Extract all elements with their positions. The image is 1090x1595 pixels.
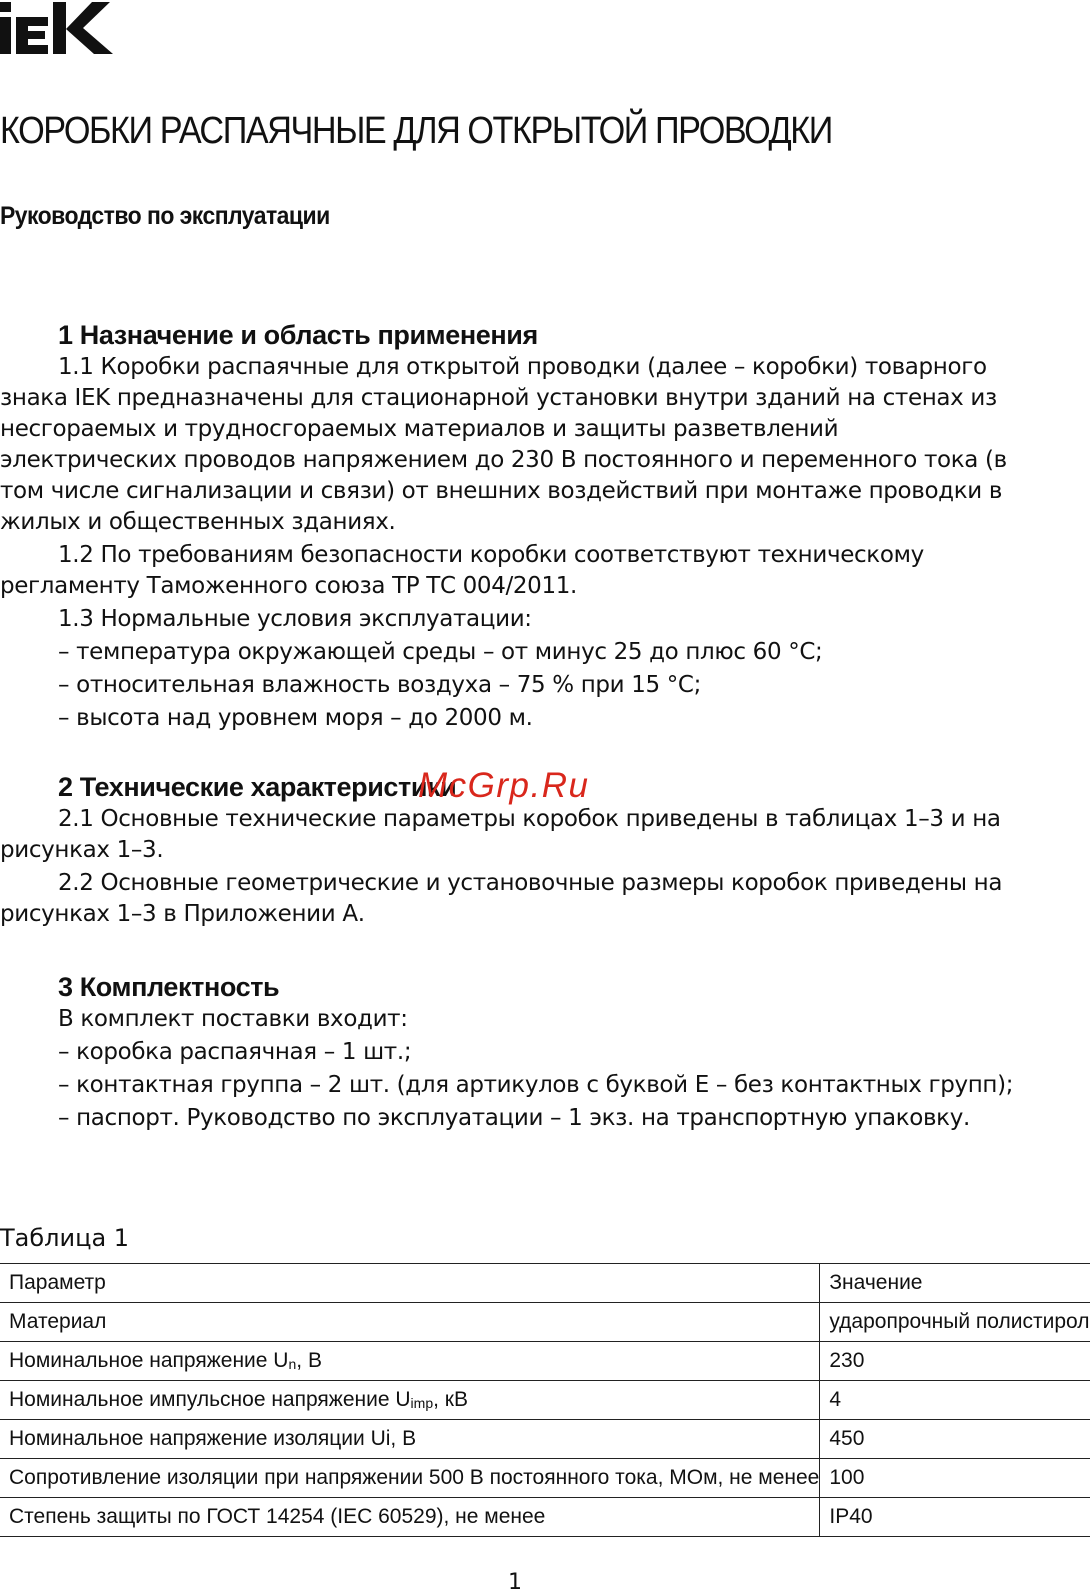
table-cell: 4 <box>820 1381 1090 1420</box>
param-unit: , кВ <box>433 1388 468 1411</box>
paragraph-1-2: 1.2 По требованиям безопасности коробки соответствуют техническому регламенту Таможенного союза ТР ТС 004/2011. <box>0 542 924 599</box>
table-cell: IP40 <box>820 1498 1090 1537</box>
paragraph-1-3: 1.3 Нормальные условия эксплуатации: <box>58 606 532 632</box>
table-row <box>0 1381 1090 1420</box>
table-row <box>0 1342 1090 1381</box>
table-header-cell: Значение <box>820 1264 1090 1303</box>
param-subscript: imp <box>410 1395 434 1411</box>
param-text: Номинальное напряжение U <box>9 1349 289 1372</box>
condition-humidity: – относительная влажность воздуха – 75 % при 15 °С; <box>58 672 702 698</box>
section-3-heading: 3 Комплектность <box>58 972 280 1002</box>
paragraph-3-intro: В комплект поставки входит: <box>58 1006 408 1032</box>
table-row <box>0 1498 1090 1537</box>
table-cell: Номинальное напряжение изоляции Ui, В <box>0 1420 820 1459</box>
paragraph-2-2: 2.2 Основные геометрические и установочные размеры коробок приведены на рисунках 1–3 в Приложении А. <box>0 870 1003 927</box>
table-header-cell: Параметр <box>0 1264 820 1303</box>
param-text: Номинальное импульсное напряжение U <box>9 1388 411 1411</box>
paragraph-2-1: 2.1 Основные технические параметры коробок приведены в таблицах 1–3 и на рисунках 1–3. <box>0 806 1001 863</box>
table-row <box>0 1303 1090 1342</box>
param-unit: , В <box>296 1349 322 1372</box>
table-cell: 450 <box>820 1420 1090 1459</box>
paragraph-1-1: 1.1 Коробки распаячные для открытой проводки (далее – коробки) товарного знака IEK предназначены для стационарной установки внутри зданий на стенах из несгораемых и трудносгораемых материалов и защиты разветвлений электрических проводов напряжением до 230 В постоянного и переменного тока (в том числе сигнализации и связи) от внешних воздействий при монтаже проводки в жилых и общественных зданиях. <box>0 354 1007 535</box>
table-caption: Таблица 1 <box>0 1224 130 1252</box>
param-subscript: n <box>288 1356 297 1372</box>
table-cell: ударопрочный полистирол <box>820 1303 1090 1342</box>
section-1-heading: 1 Назначение и область применения <box>58 320 538 350</box>
table-cell <box>0 1342 820 1381</box>
parameters-table <box>0 1263 1090 1537</box>
kit-item-box: – коробка распаячная – 1 шт.; <box>58 1039 412 1065</box>
table-row <box>0 1459 1090 1498</box>
document-title: КОРОБКИ РАСПАЯЧНЫЕ ДЛЯ ОТКРЫТОЙ ПРОВОДКИ <box>0 110 832 152</box>
condition-temperature: – температура окружающей среды – от минус 25 до плюс 60 °С; <box>58 639 823 665</box>
table-cell <box>0 1381 820 1420</box>
table-cell: Степень защиты по ГОСТ 14254 (IEC 60529), не менее <box>0 1498 820 1537</box>
table-row <box>0 1420 1090 1459</box>
table-cell: Материал <box>0 1303 820 1342</box>
table-cell: 100 <box>820 1459 1090 1498</box>
kit-item-passport: – паспорт. Руководство по эксплуатации – 1 экз. на транспортную упаковку. <box>58 1105 970 1131</box>
document-subtitle: Руководство по эксплуатации <box>0 202 330 230</box>
kit-item-contact-group: – контактная группа – 2 шт. (для артикулов с буквой Е – без контактных групп); <box>58 1072 1014 1098</box>
section-2-heading: 2 Технические характеристики <box>58 772 457 802</box>
table-cell: 230 <box>820 1342 1090 1381</box>
condition-altitude: – высота над уровнем моря – до 2000 м. <box>58 705 533 731</box>
page-number: 1 <box>508 1570 522 1595</box>
document-body <box>0 318 1020 1134</box>
table-header-row <box>0 1264 1090 1303</box>
watermark: McGrp.Ru <box>418 766 590 805</box>
table-cell: Сопротивление изоляции при напряжении 500 В постоянного тока, МОм, не менее <box>0 1459 820 1498</box>
iek-logo <box>0 2 114 54</box>
